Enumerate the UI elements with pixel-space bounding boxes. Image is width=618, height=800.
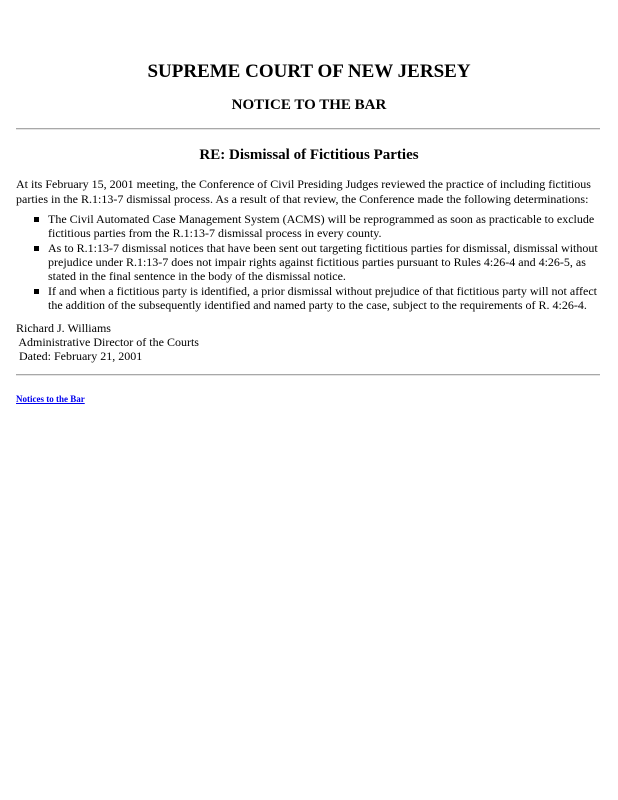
list-item-text: The Civil Automated Case Management System (ACMS) will be reprogrammed as soon as practicable to exclude fictitious parties from the R.1:13-7 dismissal process in every county. (48, 212, 595, 240)
list-item-text: As to R.1:13-7 dismissal notices that have been sent out targeting fictitious parties for dismissal, dismissal without prejudice under R.1:13-7 does not impair rights against fictitious parties pursuant to Rules 4:26-4 and 4:26-5, as stated in the final sentence in the body of the dismissal notice. (48, 241, 598, 283)
notice-type-title: NOTICE TO THE BAR (231, 97, 387, 113)
signer-name: Richard J. Williams (16, 321, 111, 335)
court-title: SUPREME COURT OF NEW JERSEY (147, 61, 471, 82)
square-bullet-icon (34, 217, 39, 222)
top-divider (16, 128, 600, 130)
list-item (16, 284, 604, 312)
list-item (16, 212, 604, 240)
square-bullet-icon (34, 246, 39, 251)
list-item-text: If and when a fictitious party is identified, a prior dismissal without prejudice of that fictitious party will not affect the addition of the subsequently identified and named party to the case, subject to the requirements of R. 4:26-4. (48, 284, 597, 312)
signature-date: Dated: February 21, 2001 (16, 349, 143, 363)
square-bullet-icon (34, 289, 39, 294)
bottom-divider (16, 374, 600, 376)
list-item (16, 241, 604, 283)
determinations-list (16, 212, 604, 313)
intro-paragraph: At its February 15, 2001 meeting, the Conference of Civil Presiding Judges reviewed the practice of including fictitious parties in the R.1:13-7 dismissal process. As a result of that review, the Conference made the following determinations: (16, 177, 591, 206)
signature-block (16, 321, 199, 363)
signer-title: Administrative Director of the Courts (16, 335, 199, 349)
notice-subject-heading: RE: Dismissal of Fictitious Parties (199, 147, 419, 163)
notices-to-the-bar-link[interactable]: Notices to the Bar (16, 394, 85, 404)
